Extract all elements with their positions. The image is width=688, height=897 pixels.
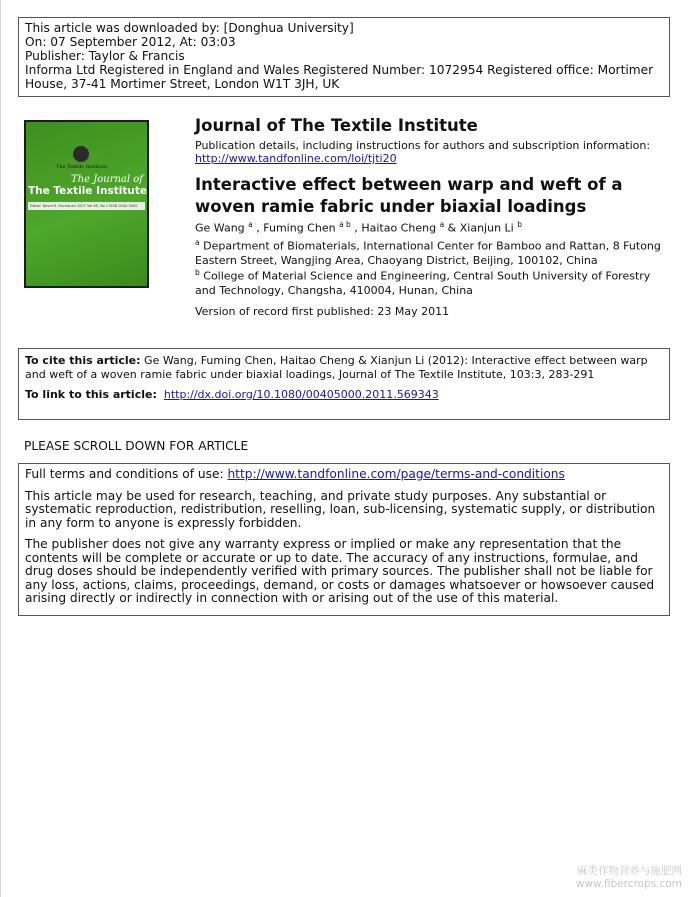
terms-box — [18, 463, 670, 616]
affiliation-mark: b — [195, 268, 200, 277]
publication-details — [195, 139, 650, 165]
terms-paragraph-1: This article may be used for research, teaching, and private study purposes. Any substantial or systematic reproduction, redistribution, reselling, loan, sub-licensing, systematic supply, or distribution in any form to anyone is expressly forbidden. — [25, 488, 656, 530]
author-name: Haitao Cheng — [361, 221, 437, 235]
affiliation-text: Department of Biomaterials, International Center for Bamboo and Rattan, 8 Futong Eastern Street, Wangjing Area, Chaoyang District, Beijing, 100102, China — [195, 239, 661, 267]
download-line-1: This article was downloaded by: [Donghua University] — [25, 21, 354, 35]
watermark — [576, 865, 682, 891]
download-notice-box — [18, 17, 670, 97]
version-of-record: Version of record first published: 23 May 2011 — [195, 305, 450, 318]
scroll-notice: PLEASE SCROLL DOWN FOR ARTICLE — [24, 439, 249, 453]
author-separator: , — [350, 221, 362, 235]
cite-paragraph — [25, 354, 663, 382]
link-paragraph — [25, 388, 663, 402]
terms-label: Full terms and conditions of use: — [25, 467, 228, 481]
terms-link-paragraph — [25, 468, 663, 482]
author-name: Ge Wang — [195, 221, 245, 235]
author-affiliation-mark: b — [517, 220, 523, 229]
article-title: Interactive effect between warp and weft of a woven ramie fabric under biaxial loadings — [195, 175, 623, 216]
journal-cover-image — [24, 120, 149, 288]
author-list — [195, 220, 522, 235]
link-label: To link to this article: — [25, 388, 157, 401]
journal-url-link[interactable]: http://www.tandfonline.com/loi/tjti20 — [195, 152, 397, 165]
cite-label: To cite this article: — [25, 354, 141, 367]
author-name: Xianjun Li — [459, 221, 514, 235]
author-name: Fuming Chen — [263, 221, 336, 235]
page-edge — [0, 0, 1, 897]
download-line-3: Publisher: Taylor & Francis — [25, 49, 185, 63]
cover-info-strip: Editor: David R. Buchanan 2007 Vol 98, No 1 ISSN 0040-5000 — [28, 202, 145, 210]
publication-details-text: Publication details, including instructions for authors and subscription information: — [195, 139, 651, 152]
author-affiliation-mark: a — [439, 220, 445, 229]
download-line-2: On: 07 September 2012, At: 03:03 — [25, 35, 236, 49]
terms-paragraph-2: The publisher does not give any warranty express or implied or make any representation that the contents will be complete or accurate or up to date. The accuracy of any instructions, formulae, and drug doses should be independently verified with primary sources. The publisher shall not be liable for any loss, actions, claims, proceedings, demand, or costs or damages whatsoever or howsoever caused arising directly or indirectly in connection with or arising out of the use of this material. — [25, 537, 655, 605]
cite-text: Ge Wang, Fuming Chen, Haitao Cheng & Xianjun Li (2012): Interactive effect between warp and weft of a woven ramie fabric under biaxial loadings, Journal of The Textile Institute, 103:3, 283-291 — [25, 354, 648, 381]
terms-link[interactable]: http://www.tandfonline.com/page/terms-and-conditions — [227, 467, 565, 481]
author-separator: , — [252, 221, 264, 235]
author-affiliation-mark: a — [248, 220, 253, 229]
citation-box — [18, 348, 670, 420]
cover-top-text: The Textile Institute — [56, 164, 108, 170]
affiliation-b — [195, 266, 665, 298]
journal-name: Journal of The Textile Institute — [195, 116, 478, 135]
affiliation-mark: a — [195, 238, 200, 247]
author-affiliation-mark: a b — [339, 220, 351, 229]
cover-title-line-2: The Textile Institute — [28, 185, 147, 197]
affiliation-text: College of Material Science and Engineering, Central South University of Forestry and Technology, Changsha, 410004, Hunan, China — [195, 269, 651, 297]
affiliation-a — [195, 236, 665, 268]
institute-emblem-icon — [73, 146, 89, 162]
watermark-line-1: 麻类作物营养与施肥网 — [577, 865, 682, 877]
doi-link[interactable]: http://dx.doi.org/10.1080/00405000.2011.569343 — [163, 388, 439, 401]
author-separator: & — [444, 221, 460, 235]
cover-title-line-1: The Journal of — [71, 174, 143, 185]
download-line-4: Informa Ltd Registered in England and Wales Registered Number: 1072954 Registered office: Mortimer House, 37-41 Mortimer Street, London W1T 3JH, UK — [25, 63, 654, 91]
watermark-line-2: www.fibercrops.com — [575, 878, 682, 890]
